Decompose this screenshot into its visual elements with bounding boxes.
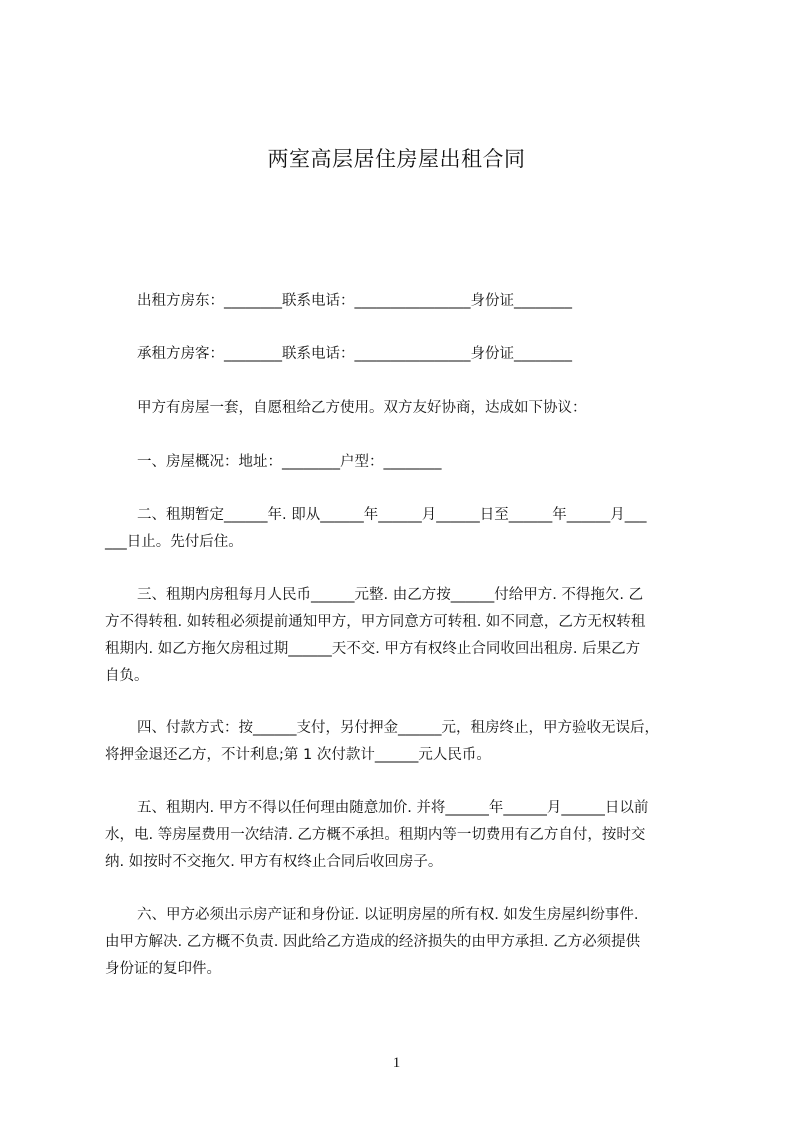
clause-5-utilities [105,795,705,876]
document-title: 两室高层居住房屋出租合同 [267,147,526,171]
clause-3-line-2: 方不得转租. 如转租必须提前通知甲方，甲方同意方可转租. 如不同意，乙方无权转租 [105,614,646,630]
intro-paragraph: 甲方有房屋一套，自愿租给乙方使用。双方友好协商，达成如下协议： [137,400,587,416]
clause-2-line-1: 二、租期暂定______年. 即从______年______月______日至______年______月___ [137,507,647,523]
clause-4-line-2: 将押金退还乙方，不计利息;第 1 次付款计______元人民币。 [105,747,491,763]
clause-3-line-4: 自负。 [105,668,149,684]
clause-6-line-3: 身份证的复印件。 [105,961,221,977]
clause-3-line-3: 租期内. 如乙方拖欠房租过期______天不交. 甲方有权终止合同收回出租房. 后果乙方 [105,641,641,657]
clause-2-lease-term [105,502,705,556]
clause-4-line-1: 四、付款方式：按______支付，另付押金______元，租房终止，甲方验收无误后， [137,720,659,736]
clause-6-ownership [105,902,705,983]
landlord-info-line: 出租方房东：________联系电话：________________身份证________ [137,293,572,309]
clause-3-line-1: 三、租期内房租每月人民币______元整. 由乙方按______付给甲方. 不得拖欠. 乙 [137,587,644,603]
clause-2-line-2: ___日止。先付后住。 [105,534,243,550]
clause-6-line-2: 由甲方解决. 乙方概不负责. 因此给乙方造成的经济损失的由甲方承担. 乙方必须提供 [105,934,641,950]
page-number: 1 [392,1055,401,1071]
clause-5-line-3: 纳. 如按时不交拖欠. 甲方有权终止合同后收回房子。 [105,854,443,870]
clause-4-payment-method [105,715,705,769]
clause-5-line-1: 五、租期内. 甲方不得以任何理由随意加价. 并将______年______月______日以前 [137,800,649,816]
clause-3-rent [105,582,705,690]
clause-5-line-2: 水，电. 等房屋费用一次结清. 乙方概不承担。租期内等一切费用有乙方自付，按时交 [105,827,646,843]
clause-6-line-1: 六、甲方必须出示房产证和身份证. 以证明房屋的所有权. 如发生房屋纠纷事件. [137,907,639,923]
tenant-info-line: 承租方房客：________联系电话：________________身份证________ [137,346,572,362]
clause-1-property-overview: 一、房屋概况：地址：________户型：________ [137,454,442,470]
